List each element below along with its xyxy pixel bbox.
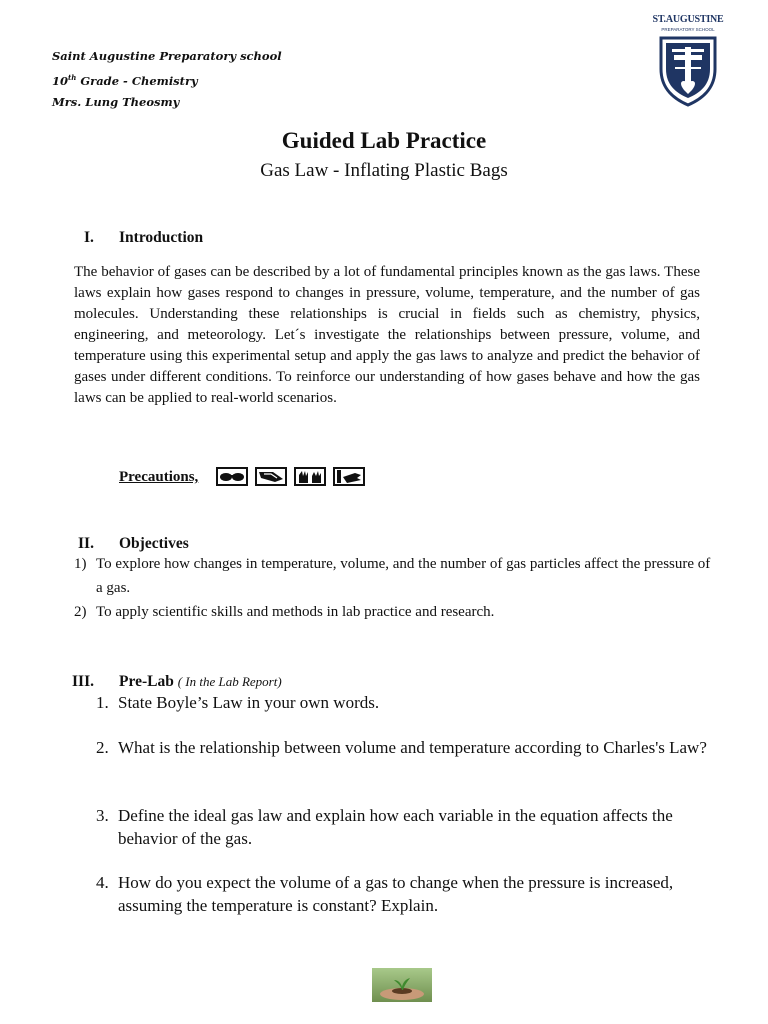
question-number: 4.: [96, 873, 109, 892]
section-title: Pre-Lab: [119, 673, 174, 690]
prelab-question: [96, 691, 716, 714]
gloves-icon: [294, 467, 326, 486]
question-text: Define the ideal gas law and explain how each variable in the equation affects the behavior of the gas.: [118, 806, 673, 848]
section-introduction-heading: [84, 229, 203, 247]
section-objectives-heading: [78, 535, 189, 553]
goggles-icon: [216, 467, 248, 486]
section-title: Introduction: [119, 229, 204, 246]
introduction-paragraph: The behavior of gases can be described by a lot of fundamental principles known as the gas laws. These laws explain how gases respond to changes in pressure, volume, temperature, and the number of gas molecules. Understanding these relationships is crucial in fields such as chemistry, physics, engineering, and meteorology. Let´s investigate the relationships between pressure, volume, and temperature using this experimental setup and apply the gas laws to analyze and predict the behavior of gases under different conditions. To reinforce our understanding of how gases behave and how the gas laws can be applied to real-world scenarios.: [74, 264, 700, 406]
shield-cross-crest-icon: [658, 35, 718, 107]
hands-holding-plant-icon: [372, 968, 432, 1002]
school-logo: [652, 14, 724, 106]
logo-subtitle: PREPARATORY SCHOOL: [661, 27, 715, 32]
objective-item: [74, 600, 714, 624]
page-subtitle: Gas Law - Inflating Plastic Bags: [260, 160, 508, 181]
teacher-name: Mrs. Lung Theosmy: [52, 94, 180, 109]
grade-line: [52, 67, 282, 92]
prelab-question: [96, 804, 716, 850]
question-text: State Boyle’s Law in your own words.: [118, 693, 380, 712]
section-note: ( In the Lab Report): [177, 674, 282, 689]
question-text: What is the relationship between volume and temperature according to Charles's Law?: [118, 738, 707, 757]
page-title: Guided Lab Practice: [281, 128, 487, 153]
school-name: Saint Augustine Preparatory school: [52, 49, 282, 63]
objective-number: 2): [74, 604, 87, 620]
objective-number: 1): [74, 556, 87, 572]
grade-number: 10: [52, 73, 69, 88]
question-number: 2.: [96, 738, 109, 757]
section-number: I.: [84, 229, 94, 246]
logo-title: ST.AUGUSTINE: [652, 14, 724, 25]
grade-subject: Grade - Chemistry: [76, 73, 198, 88]
section-title: Objectives: [119, 535, 189, 552]
lab-coat-icon: [255, 467, 287, 486]
question-text: How do you expect the volume of a gas to change when the pressure is increased, assuming the temperature is constant? Explain.: [118, 873, 674, 915]
section-prelab-heading: [72, 673, 282, 691]
prelab-question: [96, 736, 716, 759]
question-number: 1.: [96, 693, 109, 712]
section-number: III.: [72, 673, 94, 690]
objective-text: To apply scientific skills and methods in lab practice and research.: [96, 604, 495, 620]
precautions-label: Precautions,: [119, 469, 199, 485]
objective-text: To explore how changes in temperature, volume, and the number of gas particles affect the pressure of a gas.: [96, 556, 711, 596]
hand-wash-icon: [333, 467, 365, 486]
question-number: 3.: [96, 806, 109, 825]
objective-item: [74, 552, 714, 600]
prelab-question: [96, 871, 716, 917]
section-number: II.: [78, 535, 94, 552]
school-header: [52, 46, 282, 113]
grade-superscript: th: [68, 73, 77, 82]
